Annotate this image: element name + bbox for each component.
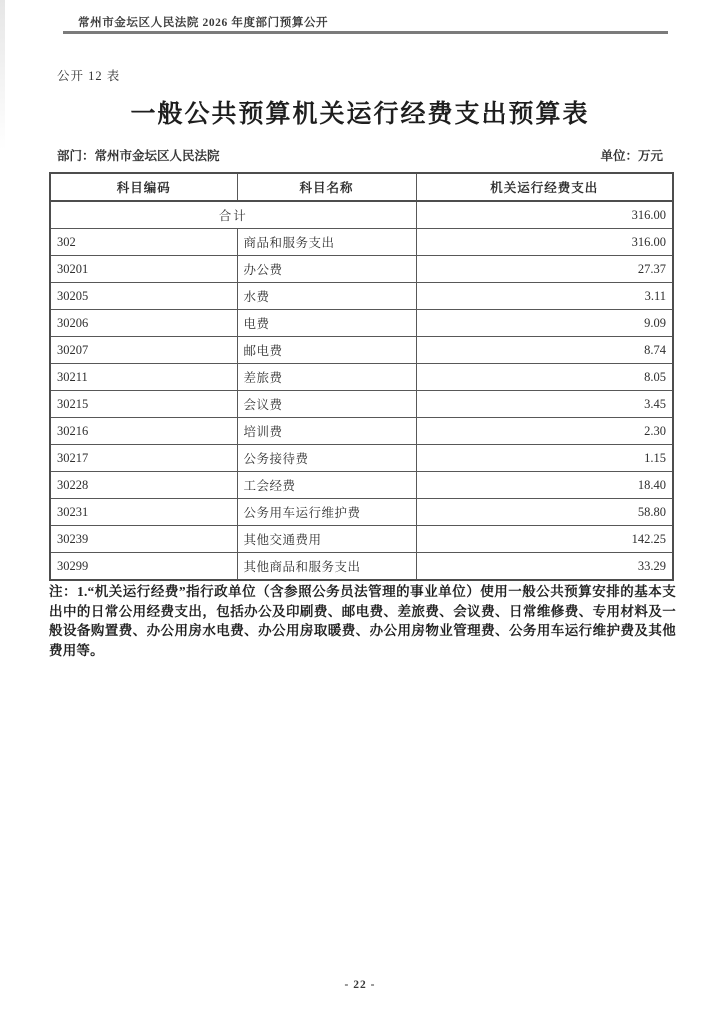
- row-code: 30299: [50, 553, 237, 581]
- table-row: [50, 472, 673, 499]
- table-row: [50, 310, 673, 337]
- table-row: [50, 418, 673, 445]
- row-code: 30211: [50, 364, 237, 391]
- row-name: 公务用车运行维护费: [237, 499, 416, 526]
- table-number-label: 公开 12 表: [57, 69, 121, 83]
- page-number: - 22 -: [344, 979, 376, 991]
- row-name: 邮电费: [237, 337, 416, 364]
- row-code: 30205: [50, 283, 237, 310]
- row-value: 2.30: [416, 418, 673, 445]
- row-name: 商品和服务支出: [237, 229, 416, 256]
- row-name: 培训费: [237, 418, 416, 445]
- row-name: 水费: [237, 283, 416, 310]
- total-value: 316.00: [416, 201, 673, 229]
- budget-table: [49, 172, 674, 581]
- table-row: [50, 364, 673, 391]
- row-code: 30201: [50, 256, 237, 283]
- department-label: 部门：常州市金坛区人民法院: [57, 149, 220, 163]
- row-code: 30228: [50, 472, 237, 499]
- footnote: 注：1.“机关运行经费”指行政单位（含参照公务员法管理的事业单位）使用一般公共预算安排的基本支出中的日常公用经费支出，包括办公及印刷费、邮电费、差旅费、会议费、日常维修费、专用材料及一般设备购置费、办公用房水电费、办公用房取暖费、办公用房物业管理费、公务用车运行维护费及其他费用等。: [49, 584, 676, 658]
- row-name: 电费: [237, 310, 416, 337]
- row-value: 27.37: [416, 256, 673, 283]
- unit-label: 单位：万元: [600, 149, 663, 163]
- table-row: [50, 553, 673, 581]
- table-row: [50, 337, 673, 364]
- row-value: 3.45: [416, 391, 673, 418]
- row-value: 18.40: [416, 472, 673, 499]
- table-row: [50, 445, 673, 472]
- table-header-row: [50, 173, 673, 201]
- header-rule: [63, 31, 668, 34]
- row-code: 30239: [50, 526, 237, 553]
- page-title: 一般公共预算机关运行经费支出预算表: [130, 101, 590, 128]
- col-header-subject-code: 科目编码: [50, 173, 237, 201]
- row-value: 316.00: [416, 229, 673, 256]
- row-code: 30217: [50, 445, 237, 472]
- row-name: 公务接待费: [237, 445, 416, 472]
- row-name: 差旅费: [237, 364, 416, 391]
- table-row: [50, 256, 673, 283]
- table-row: [50, 391, 673, 418]
- table-row: [50, 229, 673, 256]
- row-value: 58.80: [416, 499, 673, 526]
- row-value: 8.74: [416, 337, 673, 364]
- table-row: [50, 499, 673, 526]
- row-code: 30231: [50, 499, 237, 526]
- col-header-subject-name: 科目名称: [237, 173, 416, 201]
- row-name: 其他商品和服务支出: [237, 553, 416, 581]
- row-name: 办公费: [237, 256, 416, 283]
- row-value: 142.25: [416, 526, 673, 553]
- meta-line: [57, 146, 663, 164]
- table-row: [50, 283, 673, 310]
- table-row: [50, 526, 673, 553]
- row-value: 1.15: [416, 445, 673, 472]
- total-row: [50, 201, 673, 229]
- row-value: 3.11: [416, 283, 673, 310]
- row-value: 8.05: [416, 364, 673, 391]
- total-label: 合计: [50, 201, 416, 229]
- row-name: 会议费: [237, 391, 416, 418]
- row-code: 30207: [50, 337, 237, 364]
- running-header: 常州市金坛区人民法院 2026 年度部门预算公开: [78, 17, 329, 29]
- row-code: 30215: [50, 391, 237, 418]
- row-value: 33.29: [416, 553, 673, 581]
- col-header-operating-expense: 机关运行经费支出: [416, 173, 673, 201]
- row-code: 302: [50, 229, 237, 256]
- row-name: 工会经费: [237, 472, 416, 499]
- row-code: 30206: [50, 310, 237, 337]
- row-code: 30216: [50, 418, 237, 445]
- row-value: 9.09: [416, 310, 673, 337]
- row-name: 其他交通费用: [237, 526, 416, 553]
